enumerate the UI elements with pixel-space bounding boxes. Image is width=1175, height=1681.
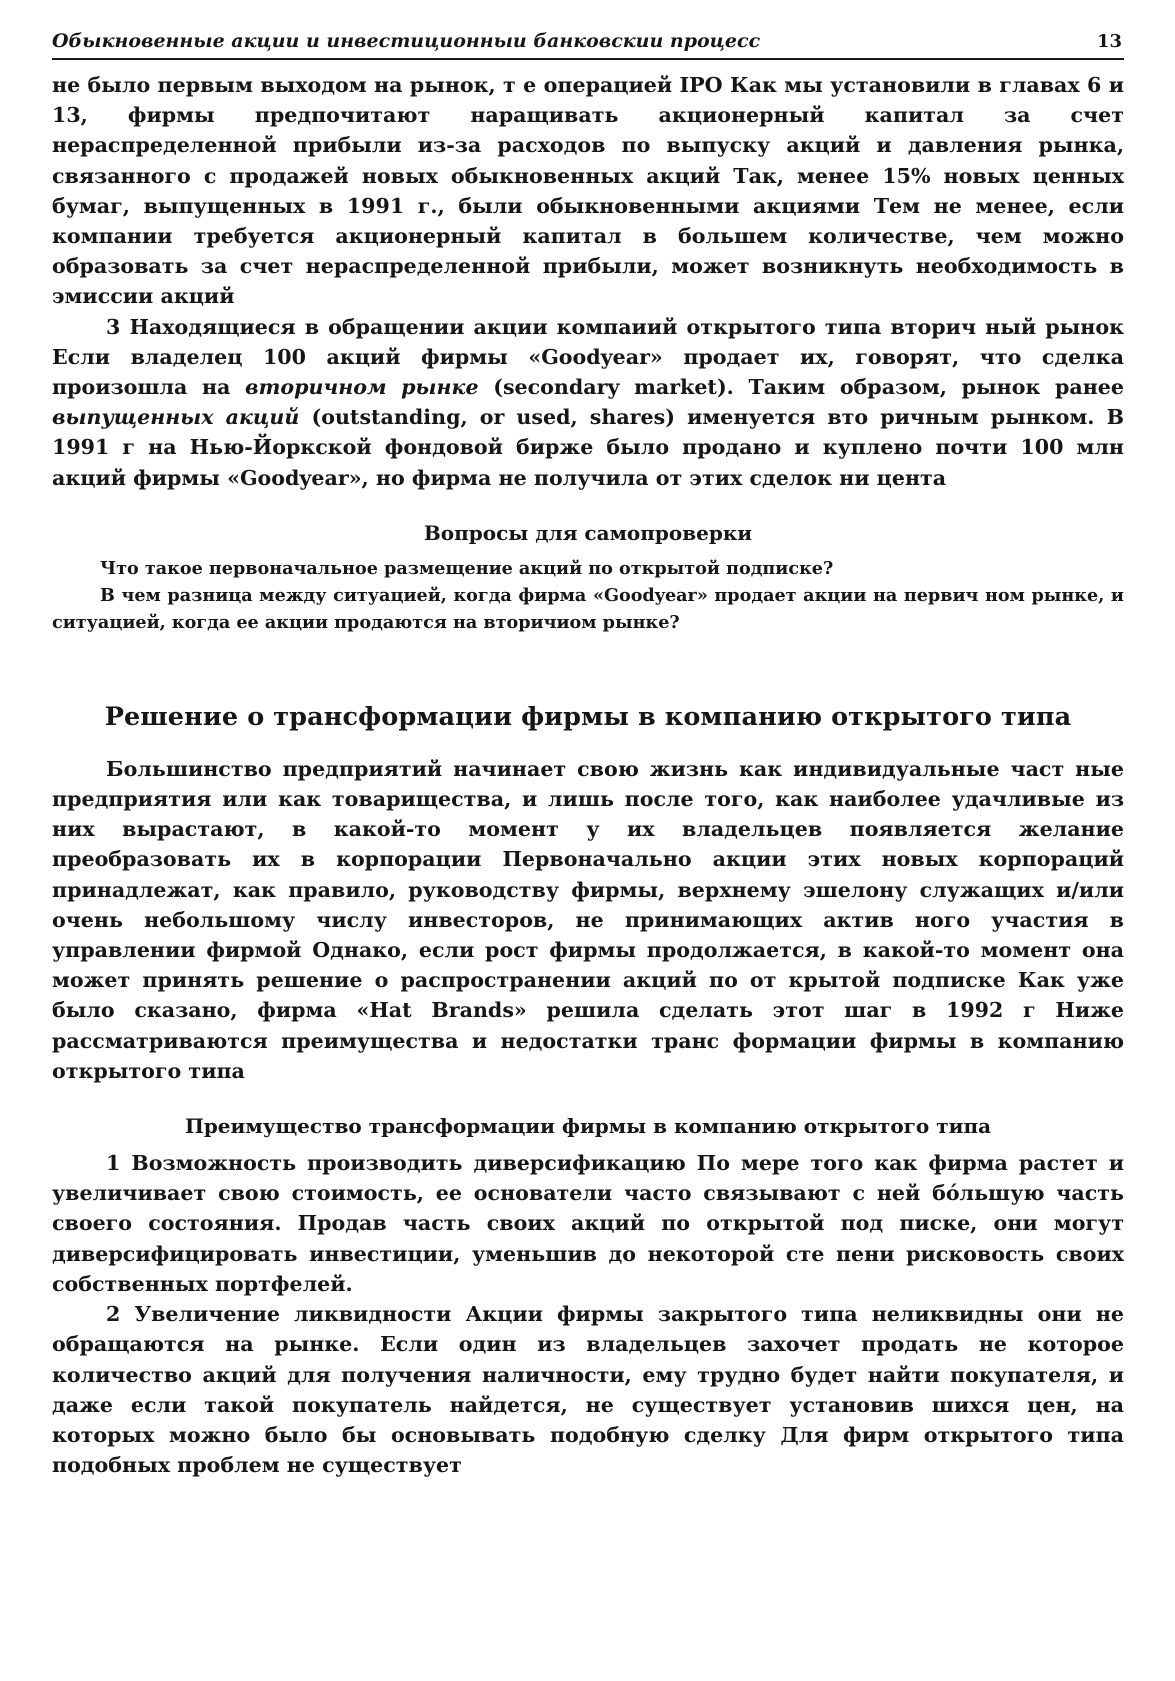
term-secondary-market: вторичном рынке xyxy=(245,375,479,400)
advantage-2-text: Акции фирмы закрытого типа неликвидны они не обращаются на рынке. Если один из владельцев захочет продать не которое количество акций для получения наличности, ему трудно будет найти покупателя, и даже если такой покупатель найдется, не существует установив шихся цен, на которых можно было бы основывать подобную сделку Для фирм открытого типа подобных проблем не существует xyxy=(52,1302,1124,1478)
advantage-2-lead: 2 Увеличение ликвидности xyxy=(106,1302,452,1327)
item-3-lead: 3 Находящиеся в обращении акции компаиий открытого типа вторич ный рынок xyxy=(106,314,1124,339)
running-header xyxy=(52,30,1124,60)
section-paragraph: Большинство предприятий начинает свою жизнь как индивидуальные част ные предприятия или как товарищества, и лишь после того, как наиболее удачливые из них вырастают, в какой-то момент у их владельцев появляется желание преобразовать их в корпорации Первоначально акции этих новых корпораций принадлежат, как правило, руководству фирмы, верхнему эшелону служащих и/или очень небольшому числу инвесторов, не принимающих актив ного участия в управлении фирмой Однако, если рост фирмы продолжается, в какой-то момент она может принять решение о распространении акций по от крытой подписке Как уже было сказано, фирма «Hat Brands» решила сделать этот шаг в 1992 г Ниже рассматриваются преимущества и недостатки транс формации фирмы в компанию открытого типа xyxy=(52,756,1124,1083)
advantage-1-text: По мере того как фирма растет и увеличивает свою стоимость, ее основатели часто связывают с ней бóльшую часть своего состояния. Продав часть своих акций по открытой под писке, они могут диверсифицировать инвестиции, уменьшив до некоторой сте пени рисковость своих собственных портфелей. xyxy=(52,1151,1124,1296)
running-title: Обыкновенные акции и инвестиционныи банковскии процесс xyxy=(52,30,761,52)
item-3-part-3: (outstanding, or used, shares) именуется вто ричным рынком. В 1991 г на Нью-Йоркской фондовой бирже было продано и куплено почти 100 млн акций фирмы «Goodyear», но фирма не получила от этих сделок ни цента xyxy=(52,405,1124,490)
section-title: Решение о трансформации фирмы в компанию открытого типа xyxy=(104,701,1072,732)
self-check-question-1: Что такое первоначальное размещение акций по открытой подписке? xyxy=(100,557,834,579)
self-check-title: Вопросы для самопроверки xyxy=(423,520,753,545)
page xyxy=(52,30,1124,1480)
advantage-item-2 xyxy=(52,1299,1124,1480)
item-3-part-1: Если владелец 100 акций фирмы «Goodyear» продает их, говорят, что сделка произошла на xyxy=(52,344,1124,400)
term-outstanding-shares: выпущенных акций xyxy=(52,405,300,430)
item-3-part-2: (secondary market). Таким образом, рынок ранее xyxy=(478,375,1124,400)
advantages-title: Преимущество трансформации фирмы в компанию открытого типа xyxy=(184,1114,992,1139)
self-check-question-2: В чем разница между ситуацией, когда фирма «Goodyear» продает акции на первич ном рынке, и ситуацией, когда ее акции продаются на вторичиом рынке? xyxy=(52,584,1124,633)
advantage-1-lead: 1 Возможность производить диверсификацию xyxy=(106,1151,686,1176)
page-number: 13 xyxy=(1096,31,1122,52)
intro-paragraph: не было первым выходом на рынок, т е операцией IPO Как мы установили в главах 6 и 13, фирмы предпочитают наращивать акционерный капитал за счет нераспределенной прибыли из-за расходов по выпуску акций и давления рынка, связанного с продажей новых обыкновенных акций Так, менее 15% новых ценных бумаг, выпущенных в 1991 г., были обыкновенными акциями Тем не менее, если компании требуется акционерный капитал в большем количестве, чем можно образовать за счет нераспределенной прибыли, может возникнуть необходимость в эмиссии акций xyxy=(52,73,1124,309)
advantage-item-1 xyxy=(52,1148,1124,1299)
item-3-paragraph xyxy=(52,312,1124,493)
